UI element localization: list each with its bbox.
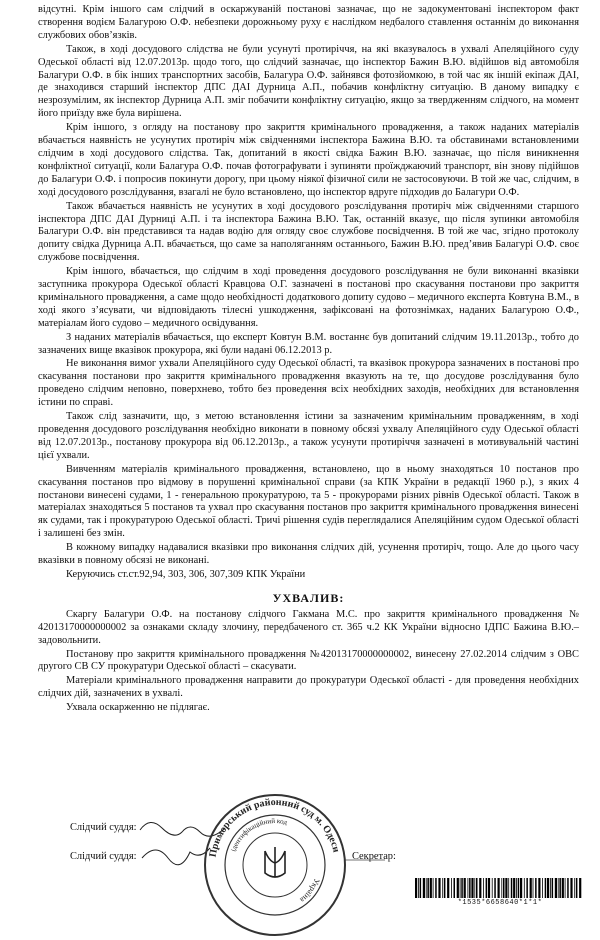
svg-text:ідентифікаційний код — [229, 817, 288, 853]
resolution-section — [38, 609, 579, 715]
body-paragraph: Вивченням матеріалів кримінального провадження, встановлено, що в ньому знаходяться 10 постанов про скасування постанов про відмову в порушенні кримінальної справи (за КПК України в редакції 1960 р.), з яких 4 постанови винесені судами, 1 - генеральною прокуратурою, та 5 - прокурорами різних рівнів Одеської області. Також в матеріалах знаходяться 5 постанов та ухвал про скасування постанов про закриття кримінального провадження винесені як судами, так і прокуратурою Одеської області. Тричі рішення судів переглядалися Апеляційним судом Одеської області і залишені без змін. — [38, 463, 579, 540]
barcode — [415, 878, 585, 898]
document-body — [38, 4, 579, 716]
seal-outer-text: Приморський районний суд м. Одеси — [207, 796, 342, 859]
body-paragraph: Також слід зазначити, що, з метою встановлення істини за зазначеним кримінальним провадженням, в ході проведення досудового розслідування необхідно виконати в повному обсязі ухвалу Апеляційного суду Одеської області від 12.07.2013р., постанову прокурора від 06.12.2013р., а також усунути протиріччя зазначені в мотивувальній частині цієї ухвали. — [38, 411, 579, 461]
judge-signature-label-2: Слідчий суддя: — [70, 851, 137, 862]
seal-inner-text: Україна — [298, 877, 322, 905]
body-paragraph: З наданих матеріалів вбачається, що експерт Ковтун В.М. востаннє був допитаний слідчим 19.11.2013р., тобто до зазначених вище вказівок прокурора, які були надані 06.12.2013 р. — [38, 331, 579, 356]
body-paragraph: Керуючись ст.ст.92,94, 303, 306, 307,309 КПК України — [66, 568, 306, 580]
reasoning-section — [38, 4, 579, 582]
resolution-paragraph: Постанову про закриття кримінального провадження №42013170000000002, винесену 27.02.2014 слідчим з ОВС другого СВ СУ прокуратури Одеської області – скасувати. — [38, 648, 579, 673]
body-paragraph: Крім іншого, вбачається, що слідчим в ході проведення досудового розслідування не були виконанні вказівки заступника прокурора Одеської області Кравцова О.Г. зазначені в постанові про скасування постанови про закриття кримінального провадження, а саме щодо необхідності додаткового допиту судово – медичного експерта Ковтуна В.М., в ході якого з’ясувати, чи відповідають тілесні ушкодження, зафіксовані на фотознімках, наданих Балагурою О.Ф., матеріалам його судово – медичного освідування. — [38, 266, 579, 329]
body-paragraph: Також вбачається наявність не усунутих в ході досудового розслідування протиріч між свідченнями старшого інспектора ДПС ДАІ Дурниці А.П. і та інспектора Бажина В.Ю. Так, останній вказує, що після зупинки автомобіля Балагури О.Ф. він представився та надав водію для огляду своє службове посвідчення. В той же час, згідно протоколу допиту свідка Дурница А.П. вбачається, що саме за наполяганням останнього, Бажин В.Ю. пред’явив Балагурі О.Ф. своє службове посвідчення. — [38, 200, 579, 264]
resolution-paragraph: Матеріали кримінального провадження направити до прокуратури Одеської області - для проведення необхідних слідчих дій, зазначених в ухвалі. — [38, 675, 579, 700]
seal-code-text: ідентифікаційний код — [229, 816, 289, 853]
body-paragraph: Не виконання вимог ухвали Апеляційного суду Одеської області, та вказівок прокурора зазначених в постанові про скасування постанови про закриття кримінального провадження вказують на те, що досудове розслідування було проведено слідчим неповно, поверхнево, тобто без проведення всіх необхідних заходів, необхідних для встановлення істини по справі. — [38, 358, 579, 409]
trident-emblem-icon — [265, 847, 285, 877]
court-seal-stamp — [200, 790, 350, 940]
body-paragraph: Крім іншого, з огляду на постанову про закриття кримінального провадження, а також наданих матеріалів вбачається наявність не усунутих протиріч між свідченнями інспектора Бажина В.Ю. та обставинами встановленими слідчим в ході досудового слідства. Так, допитаний в якості свідка Бажин В.Ю. зазначає, що після виникнення конфліктної ситуації, коли Балагура О.Ф. почав фотографувати і зупиняти проїжджаючий транспорт, він знову підійшов до Балагури О.Ф. і попросив покинути дорогу, при цьому ніякої фізичної сили не застосовуючи. В той же час, слідчим, в ході досудового розслідування, взагалі не було встановлено, що інспектор вдруге підходив до Балагури О.Ф. — [38, 122, 579, 198]
secretary-signature-label: Секретар: — [352, 851, 396, 862]
resolution-paragraph: Скаргу Балагури О.Ф. на постанову слідчого Гакмана М.С. про закриття кримінального провадження № 42013170000000002 за ознаками складу злочину, передбаченого ст. 365 ч.2 КК України відносно ІДПС Бажина В.Ю.– задовольнити. — [38, 608, 579, 646]
judge-signature-label-1: Слідчий суддя: — [70, 822, 137, 833]
body-paragraph: Також, в ході досудового слідства не були усунуті протиріччя, на які вказувалось в ухвалі Апеляційного суду Одеської області від 12.07.2013р. щодо того, що слідчий зазначає, що інспектор Бажин В.Ю. відійшов від автомобіля Балагури О.Ф. в бік інших транспортних засобів, Балагура О.Ф. зайнявся фотозйомкою, в той час як іншій екіпаж ДАІ, де знаходився старший інспектор ДПС ДАІ Дурница А.П., побачив конфліктну ситуацію. В даному випадку є незрозумілим, як інспектор Дурница А.П. зміг побачити конфліктну ситуацію, якщо за твердженням слідчого, на момент його приїзду вже була вирішена. — [38, 43, 579, 120]
body-paragraph: В кожному випадку надавалися вказівки про виконання слідчих дій, усунення протиріч, тощо. Але до цього часу вказівки в повному обсязі не виконані. — [38, 542, 579, 567]
barcode-number: *1535*6658640*1*1* — [457, 899, 543, 907]
ruling-heading: УХВАЛИВ: — [272, 590, 345, 605]
resolution-paragraph: Ухвала оскарженню не підлягає. — [66, 702, 210, 714]
body-paragraph: відсутні. Крім іншого сам слідчий в оскаржуваній постанові зазначає, що не задокументовані інспектором факт створення водієм Балагурою О.Ф. небезпеки дорожньому руху є наслідком недбалого ставлення останнім до виконання службових обов’язків. — [38, 4, 579, 41]
